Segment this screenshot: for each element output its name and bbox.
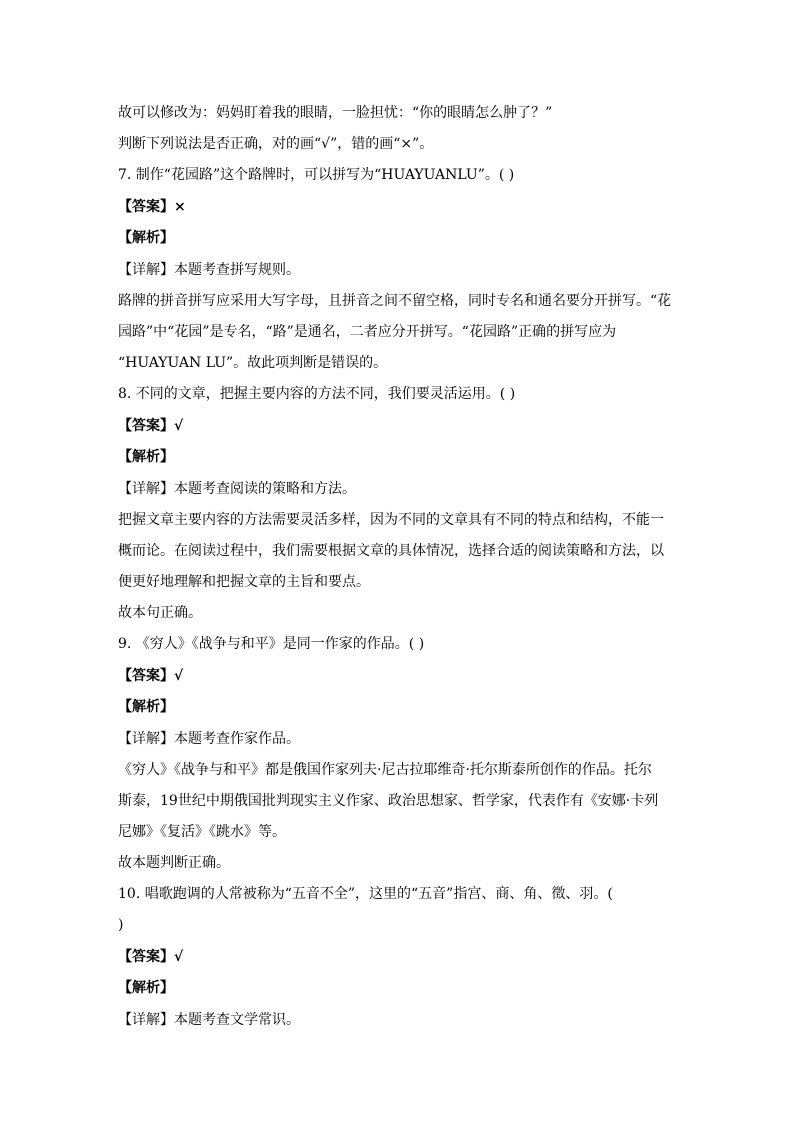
answer-10: 【答案】√: [118, 949, 184, 965]
explanation-7-line-2: 园路”中“花园”是专名，“路”是通名，二者应分开拼写。“花园路”正确的拼写应为: [118, 324, 617, 340]
detail-8: 【详解】本题考查阅读的策略和方法。: [118, 481, 356, 497]
conclusion-8: 故本句正确。: [118, 605, 202, 621]
detail-10: 【详解】本题考查文学常识。: [118, 1012, 300, 1028]
explanation-9-line-3: 尼娜》《复活》《跳水》等。: [118, 824, 286, 840]
question-7: 7. 制作“花园路”这个路牌时，可以拼写为“HUAYUANLU”。( ): [118, 167, 515, 183]
detail-7: 【详解】本题考查拼写规则。: [118, 262, 300, 278]
explanation-8-line-3: 便更好地理解和把握文章的主旨和要点。: [118, 574, 370, 590]
question-9: 9. 《穷人》《战争与和平》是同一作家的作品。( ): [118, 636, 425, 652]
answer-7: 【答案】×: [118, 199, 186, 215]
analysis-heading-7: 【解析】: [118, 230, 174, 246]
explanation-8-line-2: 概而论。在阅读过程中，我们需要根据文章的具体情况，选择合适的阅读策略和方法，以: [118, 543, 664, 559]
explanation-8-line-1: 把握文章主要内容的方法需要灵活多样，因为不同的文章具有不同的特点和结构，不能一: [118, 512, 664, 528]
analysis-heading-9: 【解析】: [118, 699, 174, 715]
explanation-7-line-3: “HUAYUAN LU”。故此项判断是错误的。: [118, 355, 388, 371]
analysis-heading-10: 【解析】: [118, 980, 174, 996]
question-10-continuation: ): [118, 917, 124, 933]
analysis-heading-8: 【解析】: [118, 449, 174, 465]
detail-9: 【详解】本题考查作家作品。: [118, 731, 300, 747]
revision-text: 故可以修改为：妈妈盯着我的眼睛，一脸担忧：“你的眼睛怎么肿了？”: [118, 105, 553, 121]
question-8: 8. 不同的文章，把握主要内容的方法不同，我们要灵活运用。( ): [118, 386, 516, 402]
question-10: 10. 唱歌跑调的人常被称为“五音不全”，这里的“五音”指宫、商、角、徵、羽。(: [118, 886, 613, 902]
explanation-9-line-2: 斯泰，19世纪中期俄国批判现实主义作家、政治思想家、哲学家，代表作有《安娜·卡列: [118, 793, 659, 809]
instruction-text: 判断下列说法是否正确，对的画“√”，错的画“×”。: [118, 136, 434, 152]
explanation-9-line-1: 《穷人》《战争与和平》都是俄国作家列夫·尼古拉耶维奇·托尔斯泰所创作的作品。托尔: [118, 762, 652, 778]
conclusion-9: 故本题判断正确。: [118, 855, 230, 871]
answer-9: 【答案】√: [118, 668, 184, 684]
explanation-7-line-1: 路牌的拼音拼写应采用大写字母，且拼音之间不留空格，同时专名和通名要分开拼写。“花: [118, 293, 672, 309]
answer-8: 【答案】√: [118, 418, 184, 434]
